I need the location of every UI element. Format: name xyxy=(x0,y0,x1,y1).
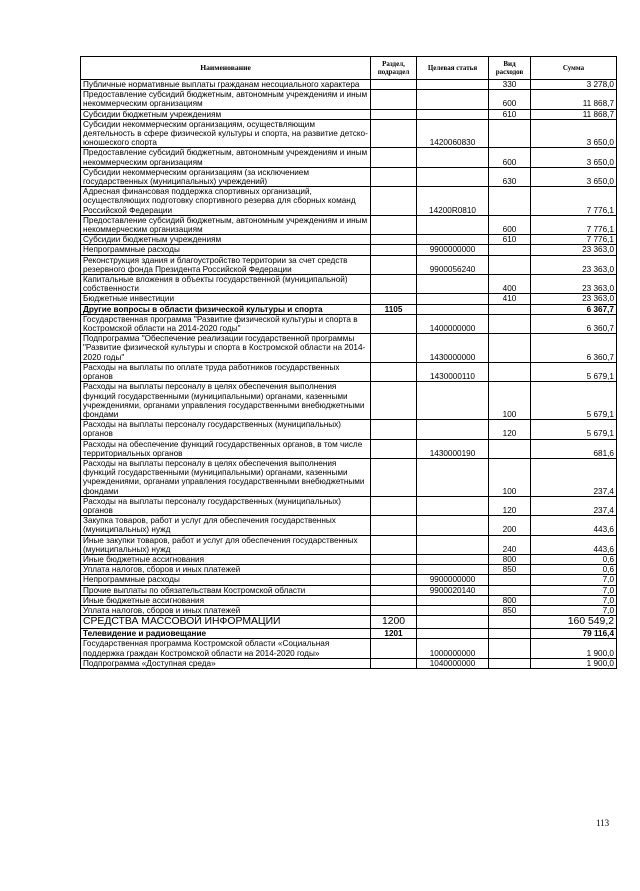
cell-section xyxy=(371,575,417,585)
cell-name: Предоставление субсидий бюджетным, автономным учреждениям и иным некоммерческим организациям xyxy=(81,90,371,109)
cell-target xyxy=(417,616,489,629)
cell-sum: 7,0 xyxy=(531,605,617,615)
table-row xyxy=(81,334,617,363)
table-row xyxy=(81,554,617,564)
table-row xyxy=(81,535,617,554)
cell-target xyxy=(417,458,489,496)
cell-section xyxy=(371,80,417,90)
cell-sum: 681,6 xyxy=(531,439,617,458)
cell-name: Иные бюджетные ассигнования xyxy=(81,554,371,564)
cell-sum: 6 360,7 xyxy=(531,314,617,333)
cell-section xyxy=(371,554,417,564)
header-section: Раздел, подраздел xyxy=(371,57,417,80)
cell-name: Предоставление субсидий бюджетным, автономным учреждениям и иным некоммерческим организациям xyxy=(81,215,371,234)
cell-sum: 6 367,7 xyxy=(531,304,617,314)
cell-sum: 7,0 xyxy=(531,595,617,605)
table-row xyxy=(81,658,617,668)
cell-section xyxy=(371,605,417,615)
cell-section xyxy=(371,119,417,148)
cell-name: Уплата налогов, сборов и иных платежей xyxy=(81,605,371,615)
cell-type xyxy=(489,255,531,274)
table-body xyxy=(81,80,617,669)
table-row xyxy=(81,187,617,216)
cell-name: Иные закупки товаров, работ и услуг для обеспечения государственных (муниципальных) нужд xyxy=(81,535,371,554)
table-row xyxy=(81,304,617,314)
cell-sum: 5 679,1 xyxy=(531,382,617,420)
cell-target: 9900000000 xyxy=(417,575,489,585)
cell-target xyxy=(417,304,489,314)
cell-section xyxy=(371,565,417,575)
table-header xyxy=(81,57,617,80)
cell-type: 600 xyxy=(489,148,531,167)
budget-table xyxy=(80,56,617,669)
cell-name: Расходы на выплаты персоналу государственных (муниципальных) органов xyxy=(81,420,371,439)
cell-type: 610 xyxy=(489,235,531,245)
cell-section xyxy=(371,148,417,167)
table-row xyxy=(81,235,617,245)
cell-name: Капитальные вложения в объекты государственной (муниципальной) собственности xyxy=(81,275,371,294)
cell-type: 600 xyxy=(489,215,531,234)
cell-name: Расходы на выплаты персоналу государственных (муниципальных) органов xyxy=(81,496,371,515)
cell-section xyxy=(371,255,417,274)
table-row xyxy=(81,245,617,255)
cell-type: 120 xyxy=(489,496,531,515)
cell-type xyxy=(489,314,531,333)
cell-sum: 7,0 xyxy=(531,585,617,595)
table-row xyxy=(81,167,617,186)
cell-name: Расходы на выплаты персоналу в целях обеспечения выполнения функций государственными (муниципальными) органами, казенными учреждениями, органами управления государственными внебюджетными фондами xyxy=(81,458,371,496)
cell-target xyxy=(417,516,489,535)
cell-type: 800 xyxy=(489,595,531,605)
cell-type xyxy=(489,362,531,381)
cell-target xyxy=(417,382,489,420)
cell-section xyxy=(371,595,417,605)
cell-target: 1430000000 xyxy=(417,334,489,363)
cell-type: 100 xyxy=(489,458,531,496)
cell-target xyxy=(417,294,489,304)
cell-name: Закупка товаров, работ и услуг для обеспечения государственных (муниципальных) нужд xyxy=(81,516,371,535)
cell-type: 800 xyxy=(489,554,531,564)
table-row xyxy=(81,575,617,585)
cell-type: 850 xyxy=(489,565,531,575)
cell-section xyxy=(371,362,417,381)
cell-target xyxy=(417,420,489,439)
cell-sum: 23 363,0 xyxy=(531,275,617,294)
table-row xyxy=(81,294,617,304)
cell-name: Субсидии некоммерческим организациям (за исключением государственных (муниципальных) учреждений) xyxy=(81,167,371,186)
cell-section: 1105 xyxy=(371,304,417,314)
cell-name: Субсидии некоммерческим организациям, осуществляющим деятельность в сфере физической культуры и спорта, на развитие детско-юношеского спорта xyxy=(81,119,371,148)
cell-target xyxy=(417,496,489,515)
cell-sum: 443,6 xyxy=(531,535,617,554)
cell-section xyxy=(371,314,417,333)
cell-type xyxy=(489,585,531,595)
table-row xyxy=(81,616,617,629)
table-row xyxy=(81,314,617,333)
header-type: Вид расходов xyxy=(489,57,531,80)
cell-type xyxy=(489,616,531,629)
table-row xyxy=(81,362,617,381)
table-row xyxy=(81,255,617,274)
table-row xyxy=(81,565,617,575)
cell-sum: 0,6 xyxy=(531,565,617,575)
cell-sum: 11 868,7 xyxy=(531,109,617,119)
cell-name: Реконструкция здания и благоустройство территории за счет средств резервного фонда Президента Российской Федерации xyxy=(81,255,371,274)
cell-type: 240 xyxy=(489,535,531,554)
cell-sum: 3 650,0 xyxy=(531,167,617,186)
cell-type xyxy=(489,304,531,314)
cell-sum: 23 363,0 xyxy=(531,255,617,274)
table-row xyxy=(81,275,617,294)
cell-section xyxy=(371,109,417,119)
cell-sum: 3 650,0 xyxy=(531,148,617,167)
cell-section xyxy=(371,516,417,535)
cell-sum: 5 679,1 xyxy=(531,362,617,381)
cell-target: 1420060830 xyxy=(417,119,489,148)
cell-name: Иные бюджетные ассигнования xyxy=(81,595,371,605)
cell-sum: 237,4 xyxy=(531,496,617,515)
cell-target: 1040000000 xyxy=(417,658,489,668)
cell-type xyxy=(489,629,531,639)
cell-target: 1400000000 xyxy=(417,314,489,333)
cell-sum: 3 278,0 xyxy=(531,80,617,90)
cell-name: Государственная программа "Развитие физической культуры и спорта в Костромской области на 2014-2020 годы" xyxy=(81,314,371,333)
cell-type xyxy=(489,639,531,658)
cell-target: 1000000000 xyxy=(417,639,489,658)
cell-section: 1200 xyxy=(371,616,417,629)
cell-sum: 7,0 xyxy=(531,575,617,585)
cell-sum: 0,6 xyxy=(531,554,617,564)
table-row xyxy=(81,595,617,605)
cell-type: 120 xyxy=(489,420,531,439)
cell-sum: 23 363,0 xyxy=(531,294,617,304)
cell-sum: 6 360,7 xyxy=(531,334,617,363)
cell-target xyxy=(417,595,489,605)
cell-type xyxy=(489,119,531,148)
cell-type: 610 xyxy=(489,109,531,119)
cell-name: Публичные нормативные выплаты гражданам несоциального характера xyxy=(81,80,371,90)
table-row xyxy=(81,516,617,535)
cell-name: Расходы на обеспечение функций государственных органов, в том числе территориальных органов xyxy=(81,439,371,458)
table-row xyxy=(81,90,617,109)
cell-section xyxy=(371,294,417,304)
cell-target xyxy=(417,148,489,167)
header-name: Наименование xyxy=(81,57,371,80)
cell-target: 9900020140 xyxy=(417,585,489,595)
cell-name: Адресная финансовая поддержка спортивных организаций, осуществляющих подготовку спортивного резерва для сборных команд Российской Федерации xyxy=(81,187,371,216)
cell-type: 200 xyxy=(489,516,531,535)
cell-type: 630 xyxy=(489,167,531,186)
cell-name: Телевидение и радиовещание xyxy=(81,629,371,639)
cell-sum: 3 650,0 xyxy=(531,119,617,148)
cell-target xyxy=(417,565,489,575)
cell-name: СРЕДСТВА МАССОВОЙ ИНФОРМАЦИИ xyxy=(81,616,371,629)
table-row xyxy=(81,109,617,119)
cell-target xyxy=(417,90,489,109)
header-sum: Сумма xyxy=(531,57,617,80)
cell-sum: 7 776,1 xyxy=(531,235,617,245)
cell-name: Непрограммные расходы xyxy=(81,245,371,255)
cell-name: Уплата налогов, сборов и иных платежей xyxy=(81,565,371,575)
table-row xyxy=(81,215,617,234)
table-row xyxy=(81,420,617,439)
cell-name: Подпрограмма «Доступная среда» xyxy=(81,658,371,668)
cell-name: Другие вопросы в области физической культуры и спорта xyxy=(81,304,371,314)
cell-section xyxy=(371,420,417,439)
cell-name: Прочие выплаты по обязательствам Костромской области xyxy=(81,585,371,595)
cell-name: Подпрограмма "Обеспечение реализации государственной программы "Развитие физической культуры и спорта в Костромской области на 2014-2020 годы" xyxy=(81,334,371,363)
cell-sum: 1 900,0 xyxy=(531,639,617,658)
header-target: Целевая статья xyxy=(417,57,489,80)
cell-target xyxy=(417,275,489,294)
cell-target xyxy=(417,605,489,615)
table-row xyxy=(81,629,617,639)
cell-section xyxy=(371,235,417,245)
cell-section xyxy=(371,334,417,363)
cell-type xyxy=(489,658,531,668)
cell-target xyxy=(417,554,489,564)
cell-type xyxy=(489,187,531,216)
table-row xyxy=(81,639,617,658)
page-number: 113 xyxy=(596,818,610,828)
cell-target: 9900056240 xyxy=(417,255,489,274)
cell-section xyxy=(371,585,417,595)
cell-section xyxy=(371,245,417,255)
table-row xyxy=(81,382,617,420)
cell-name: Расходы на выплаты персоналу в целях обеспечения выполнения функций государственными (муниципальными) органами, казенными учреждениями, органами управления государственными внебюджетными фондами xyxy=(81,382,371,420)
cell-name: Субсидии бюджетным учреждениям xyxy=(81,235,371,245)
cell-section xyxy=(371,439,417,458)
cell-target: 9900000000 xyxy=(417,245,489,255)
cell-sum: 160 549,2 xyxy=(531,616,617,629)
cell-section xyxy=(371,535,417,554)
cell-target xyxy=(417,535,489,554)
cell-section xyxy=(371,382,417,420)
table-row xyxy=(81,439,617,458)
cell-type: 410 xyxy=(489,294,531,304)
cell-name: Непрограммные расходы xyxy=(81,575,371,585)
cell-sum: 1 900,0 xyxy=(531,658,617,668)
cell-sum: 5 679,1 xyxy=(531,420,617,439)
cell-target xyxy=(417,80,489,90)
cell-section xyxy=(371,658,417,668)
cell-type xyxy=(489,575,531,585)
cell-sum: 11 868,7 xyxy=(531,90,617,109)
cell-type: 850 xyxy=(489,605,531,615)
cell-type xyxy=(489,334,531,363)
table-row xyxy=(81,148,617,167)
cell-target xyxy=(417,109,489,119)
cell-section xyxy=(371,458,417,496)
cell-section xyxy=(371,496,417,515)
cell-target xyxy=(417,235,489,245)
cell-sum: 79 116,4 xyxy=(531,629,617,639)
cell-type: 600 xyxy=(489,90,531,109)
table-row xyxy=(81,80,617,90)
cell-name: Расходы на выплаты по оплате труда работников государственных органов xyxy=(81,362,371,381)
cell-target: 1430000190 xyxy=(417,439,489,458)
cell-sum: 7 776,1 xyxy=(531,215,617,234)
cell-type: 100 xyxy=(489,382,531,420)
table-row xyxy=(81,496,617,515)
cell-target xyxy=(417,215,489,234)
cell-name: Бюджетные инвестиции xyxy=(81,294,371,304)
cell-section xyxy=(371,187,417,216)
cell-name: Предоставление субсидий бюджетным, автономным учреждениям и иным некоммерческим организациям xyxy=(81,148,371,167)
cell-type: 400 xyxy=(489,275,531,294)
cell-section xyxy=(371,639,417,658)
table-row xyxy=(81,119,617,148)
cell-type xyxy=(489,439,531,458)
cell-section xyxy=(371,275,417,294)
table-row xyxy=(81,605,617,615)
cell-target: 14200R0810 xyxy=(417,187,489,216)
cell-sum: 23 363,0 xyxy=(531,245,617,255)
table-row xyxy=(81,585,617,595)
cell-section xyxy=(371,167,417,186)
cell-section xyxy=(371,90,417,109)
cell-type: 330 xyxy=(489,80,531,90)
cell-name: Субсидии бюджетным учреждениям xyxy=(81,109,371,119)
cell-section xyxy=(371,215,417,234)
cell-sum: 443,6 xyxy=(531,516,617,535)
cell-name: Государственная программа Костромской области «Социальная поддержка граждан Костромской области на 2014-2020 годы» xyxy=(81,639,371,658)
cell-section: 1201 xyxy=(371,629,417,639)
cell-sum: 7 776,1 xyxy=(531,187,617,216)
cell-target xyxy=(417,629,489,639)
cell-type xyxy=(489,245,531,255)
table-row xyxy=(81,458,617,496)
cell-sum: 237,4 xyxy=(531,458,617,496)
cell-target xyxy=(417,167,489,186)
cell-target: 1430000110 xyxy=(417,362,489,381)
